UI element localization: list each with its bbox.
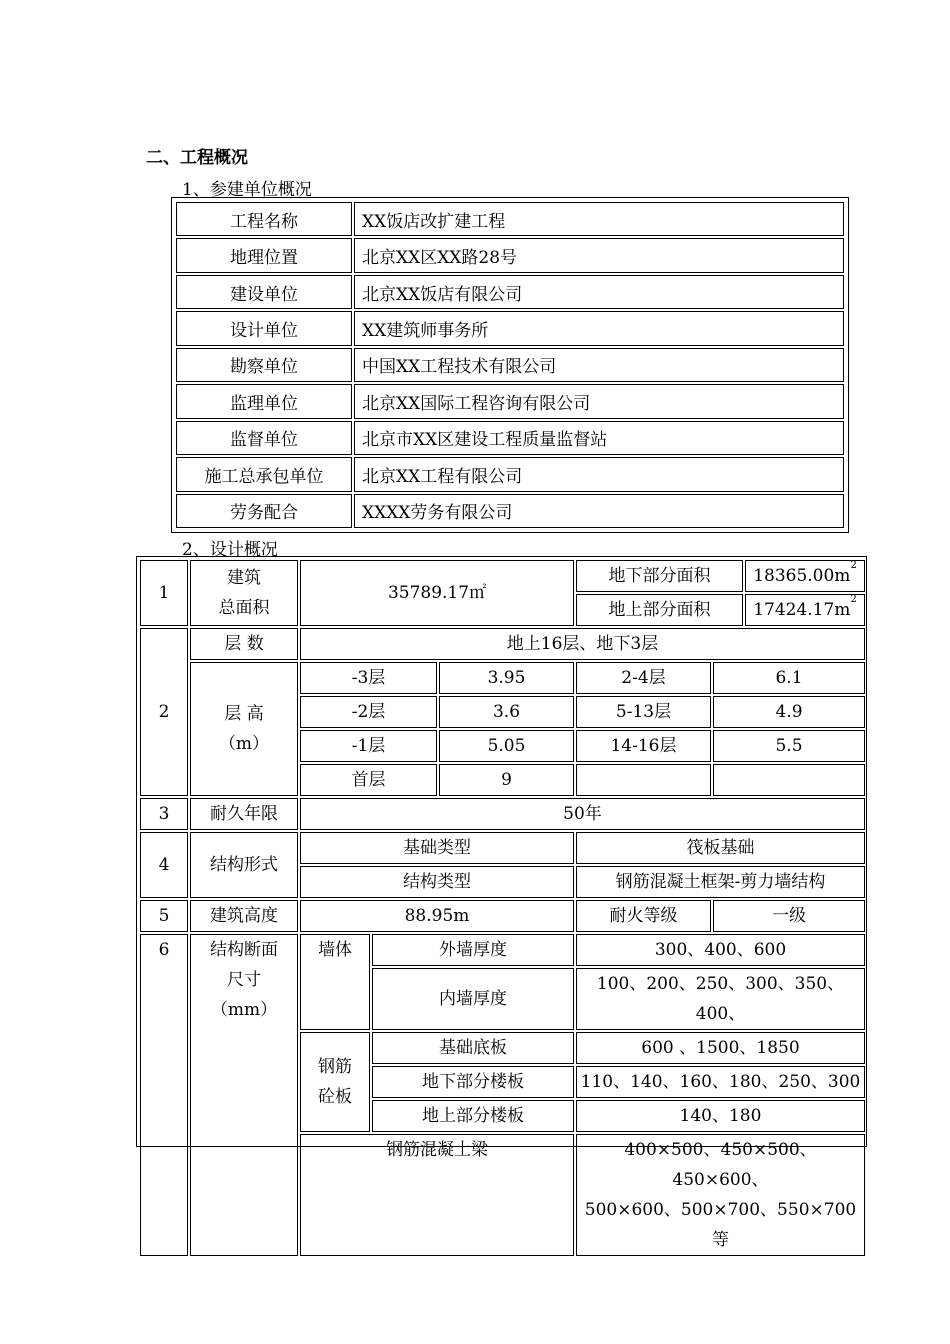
height-cell: -1层 xyxy=(300,730,437,762)
table-row xyxy=(176,311,844,345)
height-cell: 5.05 xyxy=(439,730,574,762)
durability-value: 50年 xyxy=(300,798,865,830)
row-number: 3 xyxy=(140,798,188,830)
row-number: 5 xyxy=(140,900,188,932)
total-area-label: 建筑 总面积 xyxy=(190,560,298,626)
row-number: 6 xyxy=(140,934,188,1256)
wall-label: 墙体 xyxy=(300,934,370,1030)
foundation-type-value: 筏板基础 xyxy=(576,832,865,864)
unit-value: XX建筑师事务所 xyxy=(354,311,844,345)
subsection-title-design: 2、设计概况 xyxy=(182,540,278,560)
table-row xyxy=(176,348,844,382)
unit-value: 北京XX区XX路28号 xyxy=(354,238,844,272)
floors-label: 层 数 xyxy=(190,628,298,660)
height-cell: 6.1 xyxy=(713,662,865,694)
table-row xyxy=(176,275,844,309)
foundation-type-label: 基础类型 xyxy=(300,832,574,864)
unit-value: 北京XX饭店有限公司 xyxy=(354,275,844,309)
slab-label: 钢筋 砼板 xyxy=(300,1032,370,1132)
total-area-value: 35789.17㎡ xyxy=(300,560,574,626)
height-cell: -3层 xyxy=(300,662,437,694)
beam-value: 400×500、450×500、450×600、 500×600、500×700、550×700等 xyxy=(576,1134,865,1256)
underground-slab-value: 110、140、160、180、250、300 xyxy=(576,1066,865,1098)
inner-wall-label: 内墙厚度 xyxy=(372,968,574,1030)
table-row xyxy=(176,457,844,491)
durability-label: 耐久年限 xyxy=(190,798,298,830)
unit-value: XX饭店改扩建工程 xyxy=(354,202,844,236)
table-row xyxy=(176,384,844,418)
underground-slab-label: 地下部分楼板 xyxy=(372,1066,574,1098)
inner-wall-value: 100、200、250、300、350、400、 xyxy=(576,968,865,1030)
table-row xyxy=(140,832,865,864)
section-title: 二、工程概况 xyxy=(146,148,248,168)
unit-key: 设计单位 xyxy=(176,311,352,345)
table-row xyxy=(140,900,865,932)
table-row xyxy=(140,662,865,694)
unit-value: 北京XX工程有限公司 xyxy=(354,457,844,491)
unit-key: 劳务配合 xyxy=(176,494,352,529)
building-height-value: 88.95m xyxy=(300,900,574,932)
table-row xyxy=(140,798,865,830)
height-cell: 3.6 xyxy=(439,696,574,728)
beam-label: 钢筋混凝土梁 xyxy=(300,1134,574,1256)
unit-value: 中国XX工程技术有限公司 xyxy=(354,348,844,382)
height-cell: -2层 xyxy=(300,696,437,728)
height-cell xyxy=(576,764,711,796)
base-slab-label: 基础底板 xyxy=(372,1032,574,1064)
height-cell: 5-13层 xyxy=(576,696,711,728)
aboveground-slab-value: 140、180 xyxy=(576,1100,865,1132)
unit-key: 建设单位 xyxy=(176,275,352,309)
units-table xyxy=(171,197,849,533)
underground-area-value: $18365.00m^2$ xyxy=(745,560,865,592)
table-row xyxy=(176,494,844,529)
height-cell: 首层 xyxy=(300,764,437,796)
structure-form-label: 结构形式 xyxy=(190,832,298,898)
unit-value: XXXX劳务有限公司 xyxy=(354,494,844,529)
height-cell: 3.95 xyxy=(439,662,574,694)
unit-key: 地理位置 xyxy=(176,238,352,272)
table-row xyxy=(176,202,844,236)
height-cell: 5.5 xyxy=(713,730,865,762)
floor-height-label: 层 高 （m） xyxy=(190,662,298,796)
unit-key: 监督单位 xyxy=(176,421,352,455)
building-height-label: 建筑高度 xyxy=(190,900,298,932)
outer-wall-label: 外墙厚度 xyxy=(372,934,574,966)
aboveground-slab-label: 地上部分楼板 xyxy=(372,1100,574,1132)
design-table xyxy=(136,556,867,1250)
row-number: 4 xyxy=(140,832,188,898)
height-cell: 2-4层 xyxy=(576,662,711,694)
table-row xyxy=(140,934,865,966)
table-row xyxy=(140,560,865,592)
floors-value: 地上16层、地下3层 xyxy=(300,628,865,660)
height-cell: 4.9 xyxy=(713,696,865,728)
subsection-title-units: 1、参建单位概况 xyxy=(182,180,312,200)
underground-area-label: 地下部分面积 xyxy=(576,560,743,592)
section-size-label: 结构断面 尺寸 （mm） xyxy=(190,934,298,1256)
unit-value: 北京XX国际工程咨询有限公司 xyxy=(354,384,844,418)
height-cell: 9 xyxy=(439,764,574,796)
unit-key: 施工总承包单位 xyxy=(176,457,352,491)
base-slab-value: 600 、1500、1850 xyxy=(576,1032,865,1064)
height-cell: 14-16层 xyxy=(576,730,711,762)
table-row xyxy=(176,421,844,455)
unit-value: 北京市XX区建设工程质量监督站 xyxy=(354,421,844,455)
table-row xyxy=(176,238,844,272)
outer-wall-value: 300、400、600 xyxy=(576,934,865,966)
fire-rating-label: 耐火等级 xyxy=(576,900,711,932)
aboveground-area-label: 地上部分面积 xyxy=(576,594,743,626)
unit-key: 监理单位 xyxy=(176,384,352,418)
height-cell xyxy=(713,764,865,796)
row-number: 2 xyxy=(140,628,188,796)
fire-rating-value: 一级 xyxy=(713,900,865,932)
aboveground-area-value: $17424.17m^2$ xyxy=(745,594,865,626)
structure-type-value: 钢筋混凝土框架-剪力墙结构 xyxy=(576,866,865,898)
unit-key: 勘察单位 xyxy=(176,348,352,382)
structure-type-label: 结构类型 xyxy=(300,866,574,898)
unit-key: 工程名称 xyxy=(176,202,352,236)
table-row xyxy=(140,628,865,660)
row-number: 1 xyxy=(140,560,188,626)
